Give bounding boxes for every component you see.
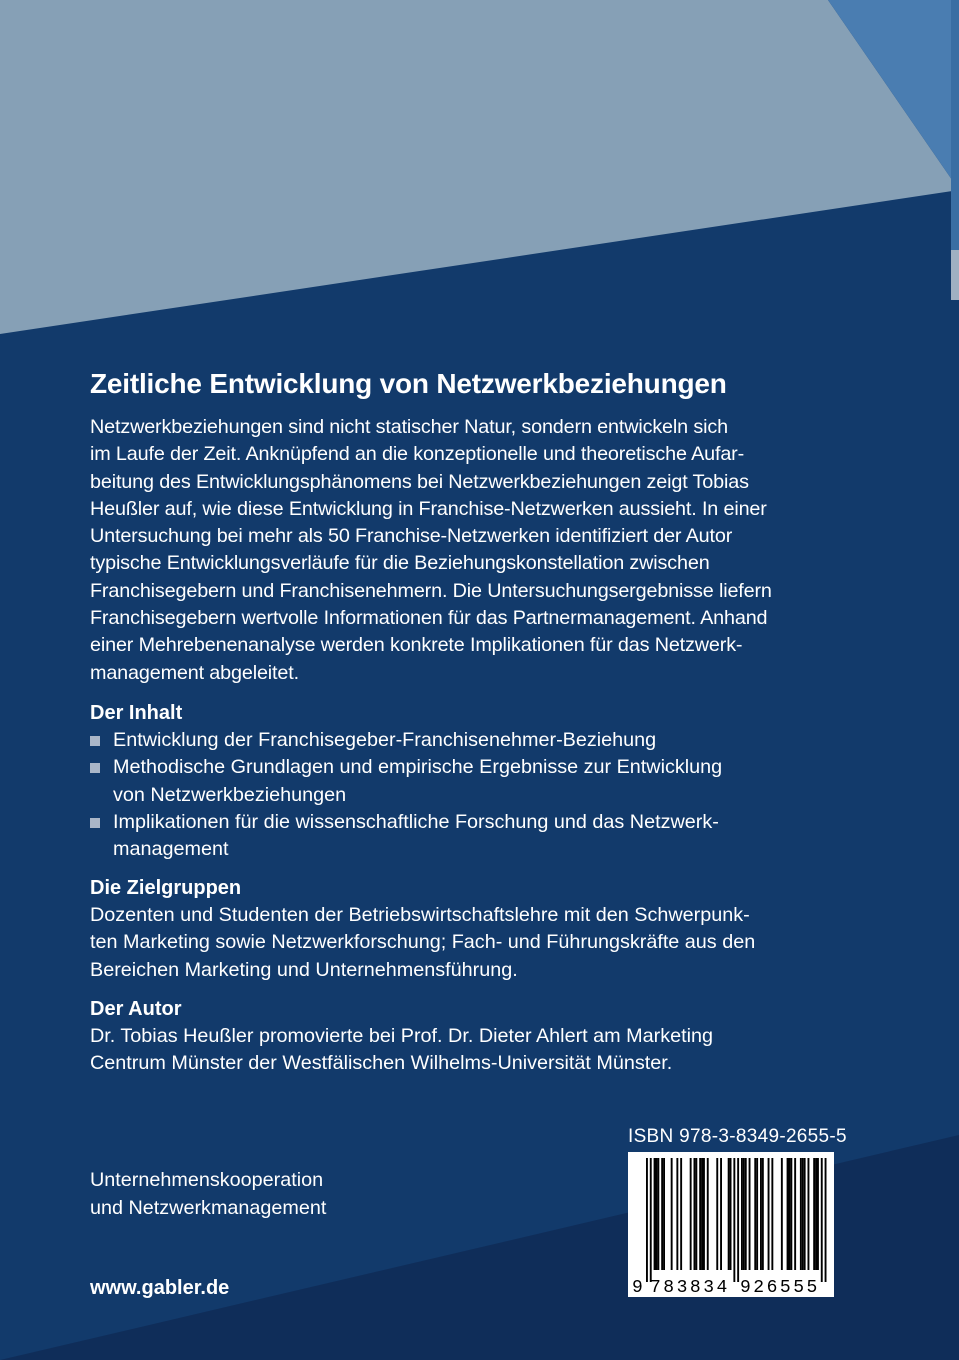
barcode-bar <box>762 1158 764 1270</box>
barcode-bar <box>745 1158 747 1270</box>
series-name <box>90 1166 490 1222</box>
isbn-barcode <box>628 1152 834 1297</box>
intro-paragraph <box>90 414 838 687</box>
barcode-bar <box>707 1158 709 1270</box>
barcode-bar <box>690 1158 692 1270</box>
barcode-bar <box>730 1158 732 1270</box>
list-item-line: Methodische Grundlagen und empirische Ergebnisse zur Entwicklung <box>113 756 723 779</box>
barcode-bar <box>790 1158 792 1270</box>
intro-line: Heußler auf, wie diese Entwicklung in Franchise-Netzwerken aussieht. In einer <box>90 497 767 520</box>
intro-line: im Laufe der Zeit. Anknüpfend an die konzeptionelle und theoretische Aufar- <box>90 443 745 466</box>
barcode-bar <box>800 1158 802 1270</box>
barcode-guard-bar <box>825 1158 827 1282</box>
barcode-digits-right: 926555 <box>740 1278 820 1297</box>
target-audience-line: Bereichen Marketing und Unternehmensführung. <box>90 958 518 981</box>
barcode-bar <box>756 1158 758 1270</box>
barcode-guard-bar <box>733 1158 735 1282</box>
barcode-bar <box>813 1158 815 1270</box>
author-line: Dr. Tobias Heußler promovierte bei Prof. Dr. Dieter Ahlert am Marketing <box>90 1025 713 1047</box>
barcode-bar <box>741 1158 743 1270</box>
list-item <box>90 754 850 809</box>
list-item-line: von Netzwerkbeziehungen <box>113 783 347 806</box>
target-audience-line: ten Marketing sowie Netzwerkforschung; Fach- und Führungskräfte aus den <box>90 931 756 954</box>
barcode-bar <box>815 1158 817 1270</box>
target-audience-line: Dozenten und Studenten der Betriebswirtschaftslehre mit den Schwerpunk- <box>90 904 750 926</box>
intro-line: beitung des Entwicklungsphänomens bei Netzwerkbeziehungen zeigt Tobias <box>90 470 749 493</box>
barcode-bar <box>676 1158 678 1270</box>
barcode-bar <box>694 1158 696 1270</box>
target-audience-heading: Die Zielgruppen <box>90 877 242 899</box>
series-line: Unternehmenskooperation <box>90 1169 324 1191</box>
list-item <box>90 809 850 864</box>
intro-line: einer Mehrebenenanalyse werden konkrete Implikationen für das Netzwerk- <box>90 634 743 657</box>
barcode-bar <box>754 1158 756 1270</box>
barcode-bar <box>663 1158 665 1270</box>
barcode-guard-bar <box>737 1158 739 1282</box>
barcode-bar <box>817 1158 819 1270</box>
barcode-digits-left: 783834 <box>650 1278 730 1297</box>
intro-line: Franchisegebern und Franchisenehmern. Die Untersuchungsergebnisse liefern <box>90 579 772 602</box>
barcode-bar <box>789 1158 791 1270</box>
square-bullet-icon <box>90 736 100 746</box>
barcode-bar <box>743 1158 745 1270</box>
barcode-guard-bar <box>650 1158 652 1282</box>
square-bullet-icon <box>90 763 100 773</box>
barcode-bar <box>661 1158 663 1270</box>
barcode-bar <box>656 1158 658 1270</box>
list-item-line: Implikationen für die wissenschaftliche Forschung und das Netzwerk- <box>113 810 719 833</box>
publisher-website-link[interactable]: www.gabler.de <box>90 1277 230 1299</box>
barcode-bar <box>654 1158 656 1270</box>
barcode-bar <box>804 1158 806 1270</box>
barcode-bar <box>695 1158 697 1270</box>
barcode-bar <box>728 1158 730 1270</box>
intro-line: typische Entwicklungsverläufe für die Beziehungskonstellation zwischen <box>90 552 710 575</box>
barcode-bar <box>781 1158 783 1270</box>
author-section <box>90 996 850 1078</box>
barcode-guard-bar <box>646 1158 648 1282</box>
barcode-bar <box>794 1158 796 1270</box>
intro-line: Franchisegebern wertvolle Informationen für das Partnermanagement. Anhand <box>90 607 768 630</box>
barcode-bar <box>802 1158 804 1270</box>
intro-line: management abgeleitet. <box>90 661 299 684</box>
barcode-bar <box>680 1158 682 1270</box>
author-line: Centrum Münster der Westfälischen Wilhelms-Universität Münster. <box>90 1052 673 1075</box>
barcode-digit-first: 9 <box>632 1278 643 1297</box>
list-item <box>90 727 850 754</box>
author-heading: Der Autor <box>90 998 182 1020</box>
barcode-bar <box>703 1158 705 1270</box>
spine-highlight <box>951 250 959 300</box>
barcode-bar <box>749 1158 751 1270</box>
barcode-bar <box>671 1158 673 1270</box>
list-item-line: management <box>113 838 229 861</box>
barcode-bar <box>699 1158 701 1270</box>
series-line: und Netzwerkmanagement <box>90 1197 327 1219</box>
isbn-label: ISBN 978-3-8349-2655-5 <box>628 1126 847 1147</box>
target-audience-section <box>90 875 850 984</box>
barcode-guard-bar <box>821 1158 823 1282</box>
barcode-bar <box>701 1158 703 1270</box>
intro-line: Untersuchung bei mehr als 50 Franchise-Netzwerken identifiziert der Autor <box>90 525 733 548</box>
barcode-bar <box>720 1158 722 1270</box>
book-title: Zeitliche Entwicklung von Netzwerkbeziehungen <box>90 368 727 399</box>
barcode-bar <box>716 1158 718 1270</box>
intro-line: Netzwerkbeziehungen sind nicht statischer Natur, sondern entwickeln sich <box>90 416 728 438</box>
square-bullet-icon <box>90 818 100 828</box>
barcode-bar <box>787 1158 789 1270</box>
barcode-bars <box>646 1158 827 1282</box>
barcode-bar <box>657 1158 659 1270</box>
contents-heading: Der Inhalt <box>90 702 183 724</box>
contents-section <box>90 700 850 863</box>
barcode-graphic <box>628 1152 834 1297</box>
list-item-line: Entwicklung der Franchisegeber-Franchisenehmer-Beziehung <box>113 729 657 751</box>
barcode-bar <box>768 1158 770 1270</box>
barcode-bar <box>808 1158 810 1270</box>
contents-list <box>90 727 850 863</box>
barcode-bar <box>771 1158 773 1270</box>
barcode-bar <box>760 1158 762 1270</box>
